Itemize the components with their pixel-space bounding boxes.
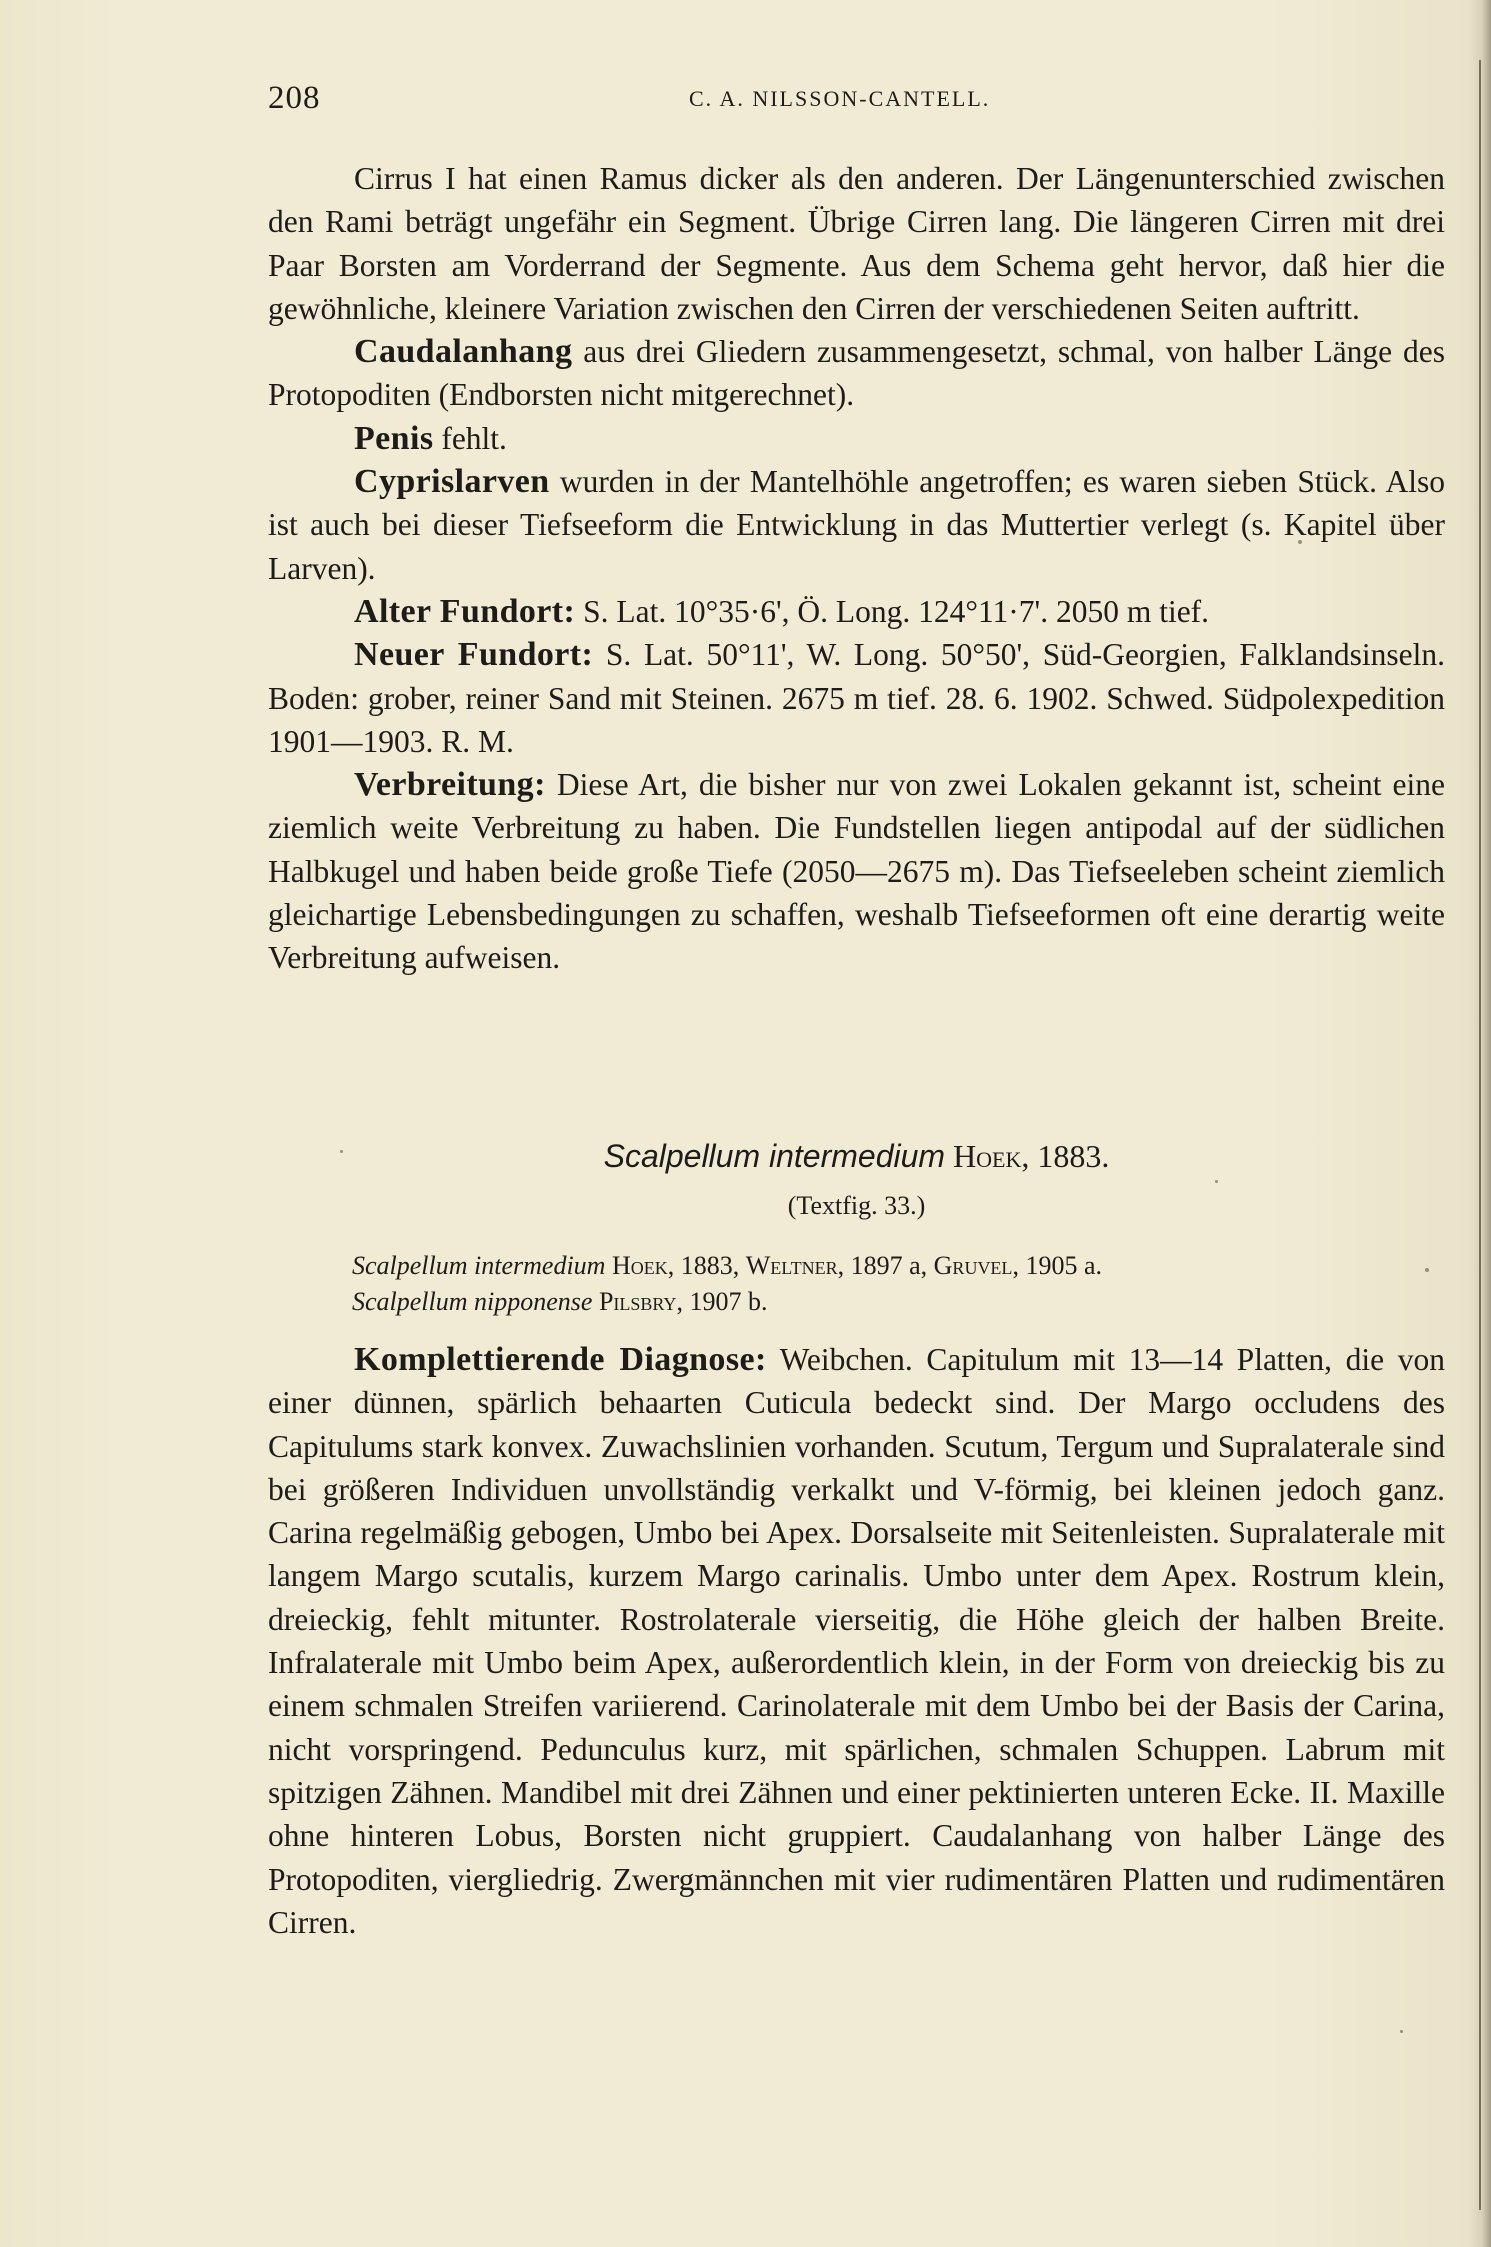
scan-speck: [1215, 1180, 1218, 1183]
neuer-fundort-text: S. Lat. 50°11', W. Long. 50°50', Süd-Georgien, Falklandsinseln. Boden: grober, reiner Sand mit Steinen. 2675 m tief. 28. 6. 1902. Schwed. Südpolexpedition 1901—1903. R. M.: [268, 637, 1445, 759]
species-year: , 1883.: [1021, 1138, 1110, 1174]
penis-text: fehlt.: [433, 420, 507, 456]
synonym-line: [352, 1248, 1432, 1284]
species-name: Scalpellum intermedium: [603, 1138, 946, 1174]
running-head: C. A. NILSSON-CANTELL.: [689, 86, 991, 111]
species-heading: [268, 1134, 1445, 1178]
intro-section: [268, 157, 1445, 980]
synonym-year: , 1907 b.: [676, 1287, 768, 1316]
scan-speck: [1400, 2030, 1403, 2033]
cypris-heading: Cyprislarven: [354, 463, 550, 501]
synonym-year: , 1883,: [667, 1251, 746, 1280]
species-author: Hoek: [953, 1138, 1022, 1174]
cirrus-paragraph: Cirrus I hat einen Ramus dicker als den anderen. Der Längenunterschied zwischen den Rami beträgt ungefähr ein Segment. Übrige Cirren lang. Die längeren Cirren mit drei Paar Borsten am Vorderrand der Segmente. Aus dem Schema geht hervor, daß hier die gewöhnliche, kleinere Variation zwischen den Cirren der verschiedenen Seiten auftritt.: [268, 161, 1445, 326]
verbreitung-paragraph: [268, 763, 1445, 979]
synonym-name: Scalpellum intermedium: [352, 1251, 606, 1280]
synonym-author: Hoek: [611, 1251, 668, 1280]
scan-speck: [340, 1150, 343, 1153]
scan-speck: [1425, 1268, 1429, 1272]
neuer-fundort-paragraph: [268, 633, 1445, 763]
diagnosis-section: [268, 1338, 1445, 1944]
penis-paragraph: [268, 417, 1445, 460]
synonym-name: Scalpellum nipponense: [352, 1287, 593, 1316]
synonym-author: Gruvel: [933, 1251, 1013, 1280]
alter-fundort-text: S. Lat. 10°35·6', Ö. Long. 124°11·7'. 2050 m tief.: [575, 593, 1210, 629]
figure-reference: (Textfig. 33.): [787, 1191, 926, 1220]
synonym-line: [352, 1284, 1432, 1320]
page-edge-line: [1479, 60, 1481, 2210]
synonym-year: , 1897 a,: [837, 1251, 934, 1280]
caudal-text: aus drei Gliedern zusammengesetzt, schmal, von halber Länge des Protopoditen (Endborsten nicht mitgerechnet).: [268, 334, 1445, 413]
synonym-author: Weltner: [745, 1251, 838, 1280]
page-header: [268, 80, 1028, 124]
diagnosis-paragraph: [268, 1338, 1445, 1944]
diagnosis-heading: Komplettierende Diagnose:: [354, 1341, 767, 1378]
neuer-fundort-heading: Neuer Fundort:: [354, 636, 594, 674]
alter-fundort-paragraph: [268, 590, 1445, 633]
page-number: 208: [268, 80, 321, 116]
caudal-heading: Caudalanhang: [354, 333, 573, 371]
cypris-paragraph: [268, 460, 1445, 590]
synonym-author: Pilsbry: [598, 1287, 677, 1316]
verbreitung-text: Diese Art, die bisher nur von zwei Lokalen gekannt ist, scheint eine ziemlich weite Verbreitung zu haben. Die Fundstellen liegen antipodal auf der südlichen Halbkugel und haben beide große Tiefe (2050—2675 m). Das Tiefseeleben scheint ziemlich gleichartige Lebensbedingungen zu schaffen, weshalb Tiefseeformen oft eine derartig weite Verbreitung aufweisen.: [268, 767, 1445, 976]
scan-speck: [1298, 540, 1302, 544]
cypris-text: wurden in der Mantelhöhle angetroffen; es waren sieben Stück. Also ist auch bei dieser Tiefseeform die Entwicklung in das Muttertier verlegt (s. Kapitel über Larven).: [268, 464, 1445, 586]
alter-fundort-heading: Alter Fundort:: [354, 592, 576, 630]
penis-heading: Penis: [354, 419, 434, 457]
verbreitung-heading: Verbreitung:: [354, 766, 546, 804]
diagnosis-text: Weibchen. Capitulum mit 13—14 Platten, die von einer dünnen, spärlich behaarten Cuticula bedeckt sind. Der Margo occludens des Capitulums stark konvex. Zuwachslinien vorhanden. Scutum, Tergum und Supralaterale sind bei größeren Individuen unvollständig verkalkt und V-förmig, bei kleinen jedoch ganz. Carina regelmäßig gebogen, Umbo bei Apex. Dorsalseite mit Seitenleisten. Supralaterale mit langem Margo scutalis, kurzem Margo carinalis. Umbo unter dem Apex. Rostrum klein, dreieckig, fehlt mitunter. Rostrolaterale vierseitig, die Höhe gleich der halben Breite. Infralaterale mit Umbo beim Apex, außerordentlich klein, in der Form von dreieckig bis zu einem schmalen Streifen variierend. Carinolaterale mit dem Umbo bei der Basis der Carina, nicht vorspringend. Pedunculus kurz, mit spärlichen, schmalen Schuppen. Labrum mit spitzigen Zähnen. Mandibel mit drei Zähnen und einer pektinierten unteren Ecke. II. Maxille ohne hinteren Lobus, Borsten nicht gruppiert. Caudalanhang von halber Länge des Protopoditen, viergliedrig. Zwergmännchen mit vier rudimentären Platten und rudimentären Cirren.: [268, 1342, 1445, 1940]
caudal-paragraph: [268, 330, 1445, 417]
scan-speck: [330, 692, 333, 695]
synonym-year: , 1905 a.: [1012, 1251, 1102, 1280]
synonymy-list: [352, 1248, 1432, 1320]
